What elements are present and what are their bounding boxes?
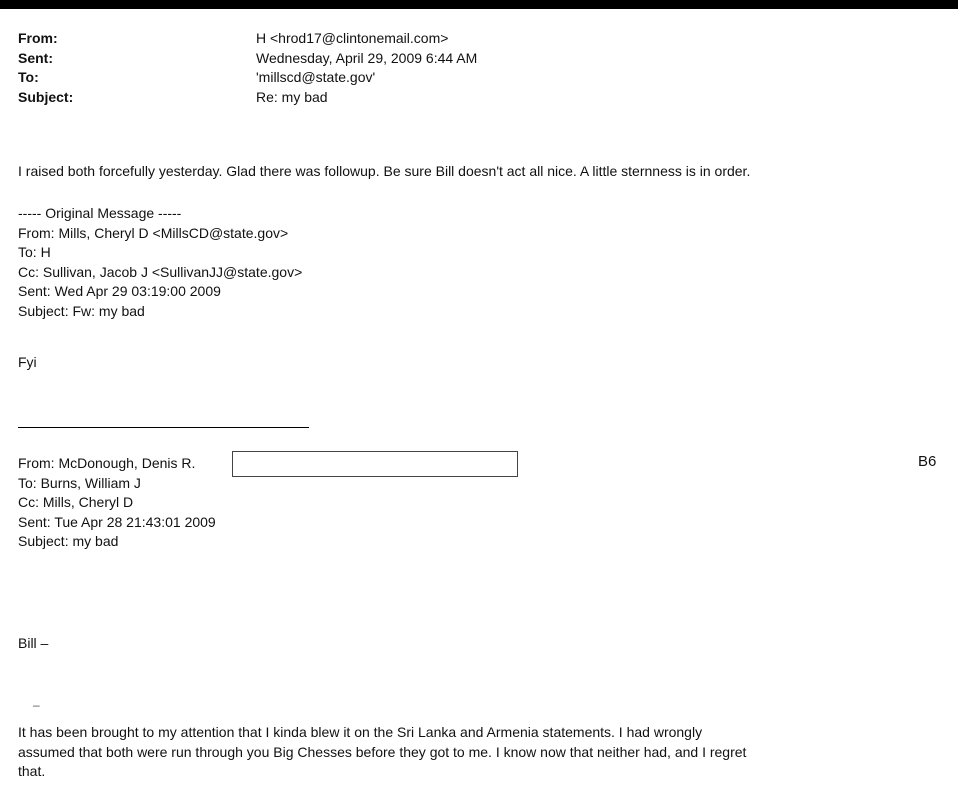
original-sent: Sent: Wed Apr 29 03:19:00 2009 xyxy=(18,283,221,299)
forwarded-message xyxy=(18,453,216,551)
original-cc: Cc: Sullivan, Jacob J <SullivanJJ@state.gov> xyxy=(18,263,303,280)
subject-label: Subject: xyxy=(18,88,74,105)
sent-value: Wednesday, April 29, 2009 6:44 AM xyxy=(256,49,478,66)
forwarded-paragraph xyxy=(18,722,923,781)
from-label: From: xyxy=(18,30,58,46)
header-sent-row xyxy=(18,48,477,68)
original-from: From: Mills, Cheryl D <MillsCD@state.gov> xyxy=(18,224,289,241)
original-subject: Subject: Fw: my bad xyxy=(18,302,145,319)
forwarded-to: To: Burns, William J xyxy=(18,474,141,491)
top-rule xyxy=(0,0,958,9)
redaction-box xyxy=(232,451,518,477)
email-header xyxy=(18,28,477,106)
original-body: Fyi xyxy=(18,354,37,370)
sent-label: Sent: xyxy=(18,49,53,66)
header-from-row xyxy=(18,28,477,48)
forwarded-from: From: McDonough, Denis R. xyxy=(18,455,196,471)
reply-body: I raised both forcefully yesterday. Glad there was followup. Be sure Bill doesn't act all nice. A little sternness is in order. xyxy=(18,163,751,179)
forwarded-subject: Subject: my bad xyxy=(18,533,119,549)
subject-value: Re: my bad xyxy=(256,88,328,105)
redaction-code: B6 xyxy=(918,453,937,470)
forwarded-cc: Cc: Mills, Cheryl D xyxy=(18,494,134,510)
header-to-row xyxy=(18,67,477,87)
stray-dash: – xyxy=(33,698,40,712)
from-value: H <hrod17@clintonemail.com> xyxy=(256,30,449,46)
original-to: To: H xyxy=(18,244,51,260)
original-message xyxy=(18,203,302,320)
to-label: To: xyxy=(18,69,39,85)
paragraph-line: It has been brought to my attention that I kinda blew it on the Sri Lanka and Armenia statements. I had wrongly xyxy=(18,724,703,740)
original-message-marker: ----- Original Message ----- xyxy=(18,205,182,221)
paragraph-line: assumed that both were run through you Big Chesses before they got to me. I know now that neither had, and I regret xyxy=(18,743,747,760)
paragraph-line: that. xyxy=(18,763,46,779)
salutation: Bill – xyxy=(18,635,49,651)
forwarded-sent: Sent: Tue Apr 28 21:43:01 2009 xyxy=(18,513,216,530)
separator-line xyxy=(18,427,309,428)
to-value: 'millscd@state.gov' xyxy=(256,69,376,85)
header-subject-row xyxy=(18,87,477,107)
